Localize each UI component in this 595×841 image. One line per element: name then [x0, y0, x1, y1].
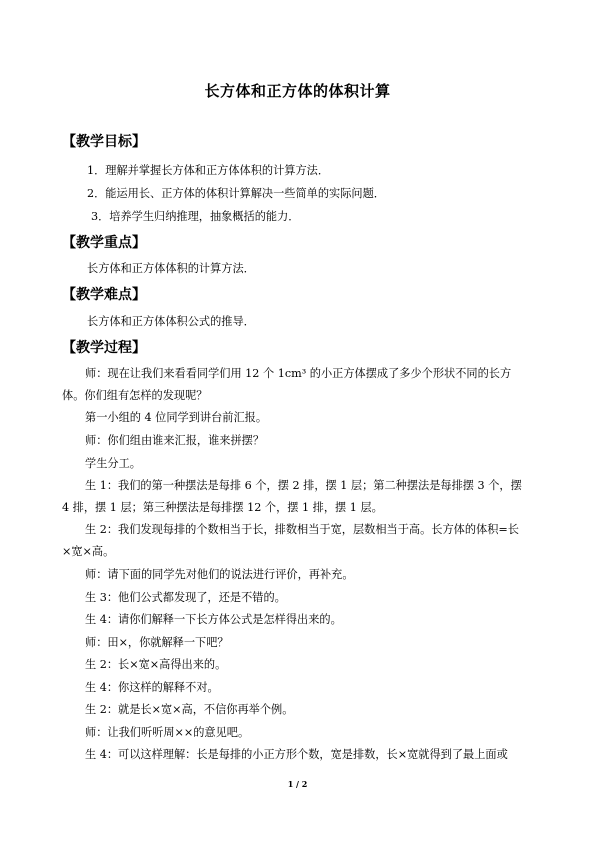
process-line: 体。你们组有怎样的发现呢？ [62, 389, 208, 402]
process-line: 师：田×，你就解释一下吧？ [85, 636, 229, 649]
process-line: 生 1：我们的第一种摆法是每排 6 个，摆 2 排，摆 1 层；第二种摆法是每排摆 3 个，摆 [85, 479, 522, 492]
section-heading-difficulty: 【教学难点】 [62, 287, 146, 303]
page-number: 1 / 2 [287, 779, 308, 789]
process-line: 4 排，摆 1 层；第三种摆法是每排摆 12 个，摆 1 排，摆 1 层。 [62, 501, 383, 514]
process-line: 第一小组的 4 位同学到讲台前汇报。 [85, 411, 268, 424]
goal-item: 1．理解并掌握长方体和正方体体积的计算方法． [87, 164, 330, 177]
process-line: 师：你们组由谁来汇报，谁来拼摆？ [85, 434, 265, 447]
section-heading-goals: 【教学目标】 [62, 134, 146, 150]
process-line: 学生分工。 [85, 457, 141, 470]
process-line: 师：让我们听听周××的意见吧。 [85, 726, 250, 739]
process-line: 师：请下面的同学先对他们的说法进行评价，再补充。 [85, 568, 354, 581]
process-line: 生 4：你这样的解释不对。 [85, 681, 219, 694]
key-point-text: 长方体和正方体体积的计算方法． [87, 262, 255, 275]
goal-item: 2．能运用长、正方体的体积计算解决一些简单的实际问题． [87, 187, 385, 200]
process-line: 师：现在让我们来看看同学们用 12 个 1cm³ 的小正方体摆成了多少个形状不同的长方 [85, 367, 512, 380]
process-line: 生 2：长×宽×高得出来的。 [85, 658, 227, 671]
section-heading-process: 【教学过程】 [62, 340, 146, 356]
process-line: ×宽×高。 [62, 545, 115, 558]
goal-item: 3．培养学生归纳推理，抽象概括的能力． [91, 210, 300, 223]
section-heading-key: 【教学重点】 [62, 235, 146, 251]
process-line: 生 3：他们公式都发现了，还是不错的。 [85, 591, 286, 604]
process-line: 生 4：请你们解释一下长方体公式是怎样得出来的。 [85, 613, 342, 626]
process-line: 生 2：我们发现每排的个数相当于长，排数相当于宽，层数相当于高。长方体的体积=长 [85, 523, 519, 536]
document-title: 长方体和正方体的体积计算 [204, 82, 391, 100]
process-line: 生 2：就是长×宽×高，不信你再举个例。 [85, 703, 294, 716]
process-line: 生 4：可以这样理解：长是每排的小正方形个数，宽是排数，长×宽就得到了最上面或 [85, 748, 508, 761]
difficulty-text: 长方体和正方体体积公式的推导． [87, 315, 255, 328]
